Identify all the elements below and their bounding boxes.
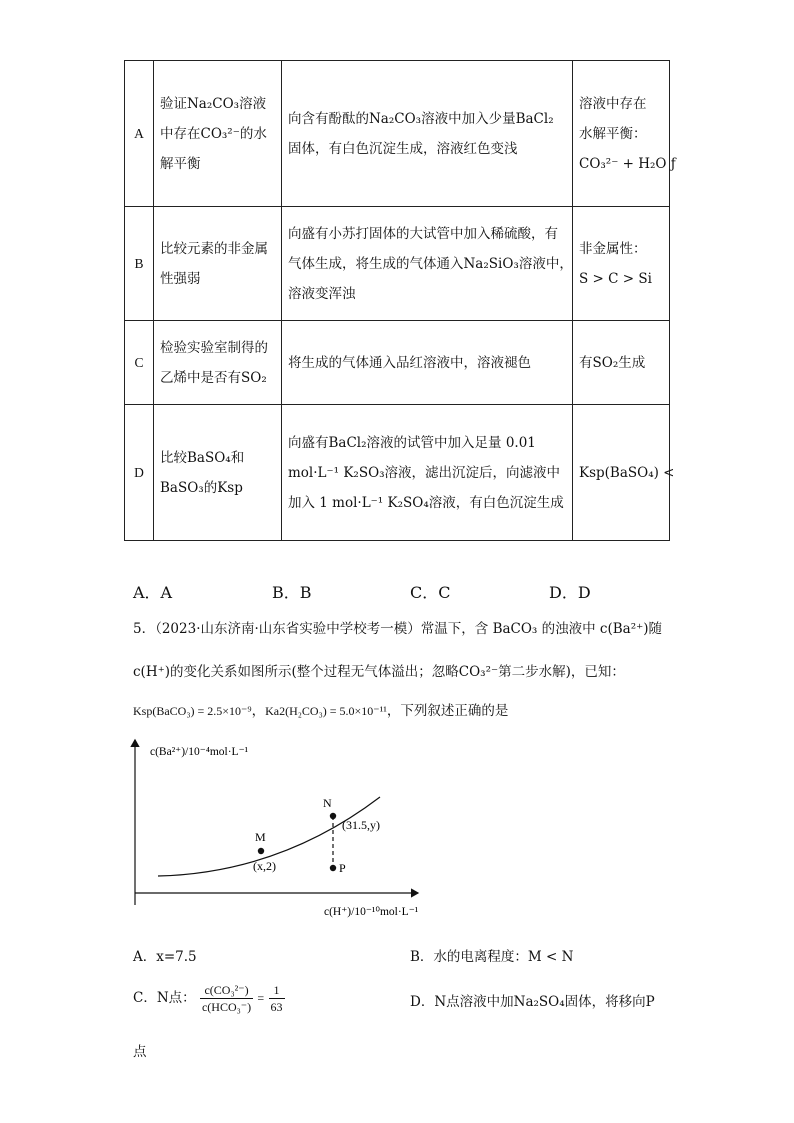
carbonate-ratio-fraction bbox=[200, 982, 253, 1015]
q4-option-b[interactable]: B．B bbox=[272, 583, 312, 602]
q5-stem-line2: c(H⁺)的变化关系如图所示(整个过程无气体溢出；忽略CO₃²⁻第二步水解)，已知： bbox=[133, 664, 625, 680]
table-row bbox=[125, 207, 670, 321]
ka2-h2co3: Ka2(H₂CO₃) = 5.0×10⁻¹¹ bbox=[265, 704, 387, 718]
equals-sign: = bbox=[257, 991, 265, 1005]
conclusion-cell bbox=[573, 61, 676, 207]
q5-option-b[interactable]: B．水的电离程度：M < N bbox=[410, 949, 574, 965]
operation-cell bbox=[282, 61, 573, 207]
table-row bbox=[125, 61, 670, 207]
q4-option-c[interactable]: C．C bbox=[410, 583, 451, 602]
conclusion-cell bbox=[573, 207, 670, 321]
ba-h-chart bbox=[120, 735, 450, 925]
table-body bbox=[125, 61, 676, 541]
row-label: A bbox=[125, 61, 154, 207]
row-label: D bbox=[125, 405, 154, 541]
n-coord: (31.5,y) bbox=[342, 818, 380, 832]
point-m bbox=[258, 848, 264, 854]
q4-option-a[interactable]: A．A bbox=[133, 583, 173, 602]
x-axis-label: c(H⁺)/10⁻¹⁰mol·L⁻¹ bbox=[324, 906, 419, 918]
purpose-cell bbox=[154, 321, 282, 405]
q5-option-c[interactable] bbox=[133, 982, 285, 1015]
fraction-numerator: c(CO₃²⁻) bbox=[200, 982, 253, 999]
conclusion-cell bbox=[573, 321, 670, 405]
purpose-cell bbox=[154, 405, 282, 541]
conclusion-cell-line: 水解平衡： bbox=[579, 125, 647, 142]
operation-cell-line: mol·L⁻¹ K₂SO₃溶液，滤出沉淀后，向滤液中 bbox=[288, 464, 561, 481]
ratio-numerator: 1 bbox=[269, 982, 285, 999]
q5-question: ，下列叙述正确的是 bbox=[386, 703, 509, 719]
purpose-cell-line: 中存在CO₃²⁻的水 bbox=[160, 125, 267, 142]
conclusion-cell-line: S > C > Si bbox=[579, 270, 652, 287]
conclusion-cell-line: 溶液中存在 bbox=[579, 95, 647, 112]
q4-option-d[interactable]: D．D bbox=[549, 583, 591, 602]
q5-stem-line3 bbox=[133, 699, 508, 719]
operation-cell-line: 固体，有白色沉淀生成，溶液红色变浅 bbox=[288, 140, 518, 157]
purpose-cell-line: BaSO₃的Ksp bbox=[160, 479, 243, 496]
m-label: M bbox=[255, 830, 266, 844]
purpose-cell-line: 性强弱 bbox=[160, 270, 201, 287]
purpose-cell-line: 解平衡 bbox=[160, 155, 201, 172]
point-p bbox=[330, 865, 336, 871]
operation-cell bbox=[282, 207, 573, 321]
operation-cell bbox=[282, 321, 573, 405]
table-row bbox=[125, 321, 670, 405]
point-n bbox=[330, 813, 336, 819]
q5-option-d-continued: 点 bbox=[133, 1044, 147, 1060]
row-label: B bbox=[125, 207, 154, 321]
row-label: C bbox=[125, 321, 154, 405]
purpose-cell bbox=[154, 61, 282, 207]
purpose-cell-line: 验证Na₂CO₃溶液 bbox=[160, 95, 267, 112]
q5-option-d[interactable]: D．N点溶液中加Na₂SO₄固体，将移向P bbox=[410, 994, 655, 1010]
purpose-cell-line: 比较BaSO₄和 bbox=[160, 449, 245, 466]
conclusion-cell-line: Ksp(BaSO₄) < bbox=[579, 464, 675, 481]
conclusion-cell-line: 有SO₂生成 bbox=[579, 354, 646, 371]
operation-cell-line: 向盛有BaCl₂溶液的试管中加入足量 0.01 bbox=[288, 434, 536, 451]
ksp-baco3: Ksp(BaCO₃) = 2.5×10⁻⁹ bbox=[133, 704, 252, 718]
m-coord: (x,2) bbox=[253, 859, 276, 873]
conclusion-cell-line: CO₃²⁻ + H₂O ƒ bbox=[579, 155, 676, 172]
fraction-denominator: c(HCO₃⁻) bbox=[201, 1000, 252, 1014]
ratio-value-fraction bbox=[269, 982, 285, 1015]
operation-cell-line: 溶液变浑浊 bbox=[288, 285, 356, 302]
purpose-cell-line: 乙烯中是否有SO₂ bbox=[160, 369, 267, 386]
purpose-cell bbox=[154, 207, 282, 321]
conclusion-cell-line: 非金属性： bbox=[579, 240, 647, 257]
q5-stem-line1: 5．（2023·山东济南·山东省实验中学校考一模）常温下，含 BaCO₃ 的浊液中 c(Ba²⁺)随 bbox=[133, 621, 663, 637]
n-label: N bbox=[323, 796, 332, 810]
q5-comma: ， bbox=[251, 703, 266, 719]
q5-option-a[interactable]: A．x=7.5 bbox=[133, 949, 197, 965]
operation-cell-line: 向含有酚酞的Na₂CO₃溶液中加入少量BaCl₂ bbox=[288, 110, 554, 127]
purpose-cell-line: 比较元素的非金属 bbox=[160, 240, 268, 257]
experiment-table bbox=[124, 60, 676, 541]
operation-cell-line: 向盛有小苏打固体的大试管中加入稀硫酸，有 bbox=[288, 225, 558, 242]
conclusion-cell bbox=[573, 405, 675, 541]
p-label: P bbox=[339, 861, 346, 875]
y-axis-label: c(Ba²⁺)/10⁻⁴mol·L⁻¹ bbox=[150, 746, 249, 758]
purpose-cell-line: 检验实验室制得的 bbox=[160, 339, 268, 356]
operation-cell bbox=[282, 405, 573, 541]
table-row bbox=[125, 405, 670, 541]
operation-cell-line: 气体生成，将生成的气体通入Na₂SiO₃溶液中， bbox=[288, 255, 573, 272]
option-c-prefix: C．N点： bbox=[133, 990, 196, 1006]
ratio-denominator: 63 bbox=[270, 1000, 283, 1014]
operation-cell-line: 将生成的气体通入品红溶液中，溶液褪色 bbox=[288, 354, 531, 371]
operation-cell-line: 加入 1 mol·L⁻¹ K₂SO₄溶液，有白色沉淀生成 bbox=[288, 494, 564, 511]
